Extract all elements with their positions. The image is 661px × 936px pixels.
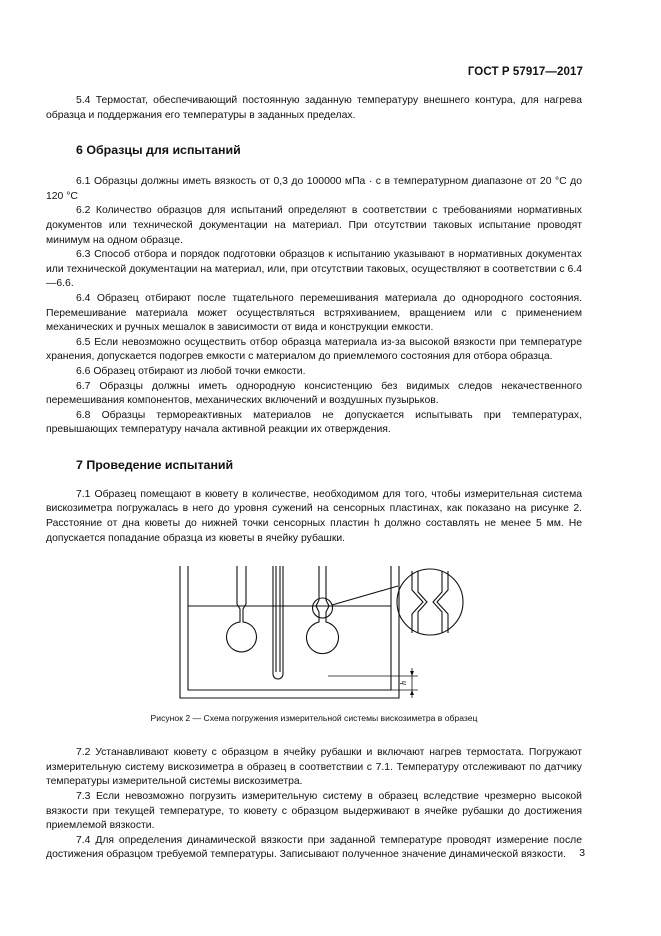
standard-code: ГОСТ Р 57917—2017 <box>467 66 583 78</box>
left-sensor-plate <box>227 566 257 652</box>
detail-leader-line <box>332 586 398 605</box>
paragraph-6-8: 6.8 Образцы термореактивных материалов не допускается испытывать при температурах, превышающих температуру начала активной реакции их отверждения. <box>46 409 582 436</box>
temperature-sensor-tube <box>273 566 283 679</box>
paragraph-5-4: 5.4 Термостат, обеспечивающий постоянную заданную температуру внешнего контура, для нагрева образца и поддержания его температуры в заданных пределах. <box>46 95 582 121</box>
page-content <box>46 94 582 863</box>
paragraph-7-1: 7.1 Образец помещают в кювету в количестве, необходимом для того, чтобы измерительная система вискозиметра погружалась в него до уровня сужений на сенсорных пластинах, как показано на рисунке 2. Расстояние от дна кюветы до нижней точки сенсорных пластин h должно составлять не менее 5 мм. Не допускается попадание образца из кюветы в ячейку рубашки. <box>46 488 582 544</box>
paragraph-6-4: 6.4 Образец отбирают после тщательного перемешивания материала до однородного состояния. Перемешивание материала может осуществляться встряхиванием, вращением или с применением механических и ручных мешалок в зависимости от вида и конструкции емкости. <box>46 292 582 334</box>
figure-2-caption: Рисунок 2 — Схема погружения измерительной системы вискозиметра в образец <box>150 713 478 724</box>
paragraph-6-7: 6.7 Образцы должны иметь однородную консистенцию без видимых следов некачественного перемешивания компонентов, механических включений и воздушных пузырьков. <box>46 380 582 407</box>
page-number: 3 <box>579 848 585 859</box>
paragraph-6-1: 6.1 Образцы должны иметь вязкость от 0,3 до 100000 мПа · с в температурном диапазоне от 20 °С до 120 °С <box>46 176 582 202</box>
section-6-title: 6 Образцы для испытаний <box>76 143 241 158</box>
cuvette-outline <box>180 566 399 698</box>
detail-view-circle <box>397 569 463 635</box>
figure-2 <box>46 562 582 710</box>
paragraph-6-2: 6.2 Количество образцов для испытаний определяют в соответствии с требованиями нормативных документов или технической документации на материал. При отсутствии таковых испытание проводят минимум на одном образце. <box>46 205 582 246</box>
section-7-title: 7 Проведение испытаний <box>76 457 234 472</box>
paragraph-6-3: 6.3 Способ отбора и порядок подготовки образцов к испытанию указывают в нормативных документах или технической документации на материал, или, при отсутствии таковых, осуществляют в соответствии с 6.4—6.6. <box>46 249 582 290</box>
paragraph-7-2: 7.2 Устанавливают кювету с образцом в ячейку рубашки и включают нагрев термостата. Погружают измерительную систему вискозиметра в образец в соответствии с 7.1. Температуру отслеживают по датчику температуры измерительной системы вискозиметра. <box>46 747 582 788</box>
viscometer-immersion-diagram <box>46 562 582 710</box>
paragraph-6-6: 6.6 Образец отбирают из любой точки емкости. <box>76 365 306 377</box>
dimension-label-h: h <box>399 681 408 686</box>
paragraph-6-5: 6.5 Если невозможно осуществить отбор образца материала из-за высокой вязкости при температуре хранения, допускается подогрев емкости с материалом до приемлемого состояния для отбора образца. <box>46 336 582 363</box>
right-sensor-plate <box>307 566 339 654</box>
paragraph-7-3: 7.3 Если невозможно погрузить измерительную систему в образец вследствие чрезмерно высокой вязкости при текущей температуре, то кювету с образцом выдерживают в ячейке рубашки до достижения приемлемой вязкости. <box>46 791 582 832</box>
paragraph-7-4: 7.4 Для определения динамической вязкости при заданной температуре проводят измерение после достижения образцом требуемой температуры. Записывают полученное значение динамической вязкости. <box>46 834 582 861</box>
detail-marker-circle <box>313 598 333 618</box>
cuvette-inner-outline <box>188 566 391 690</box>
